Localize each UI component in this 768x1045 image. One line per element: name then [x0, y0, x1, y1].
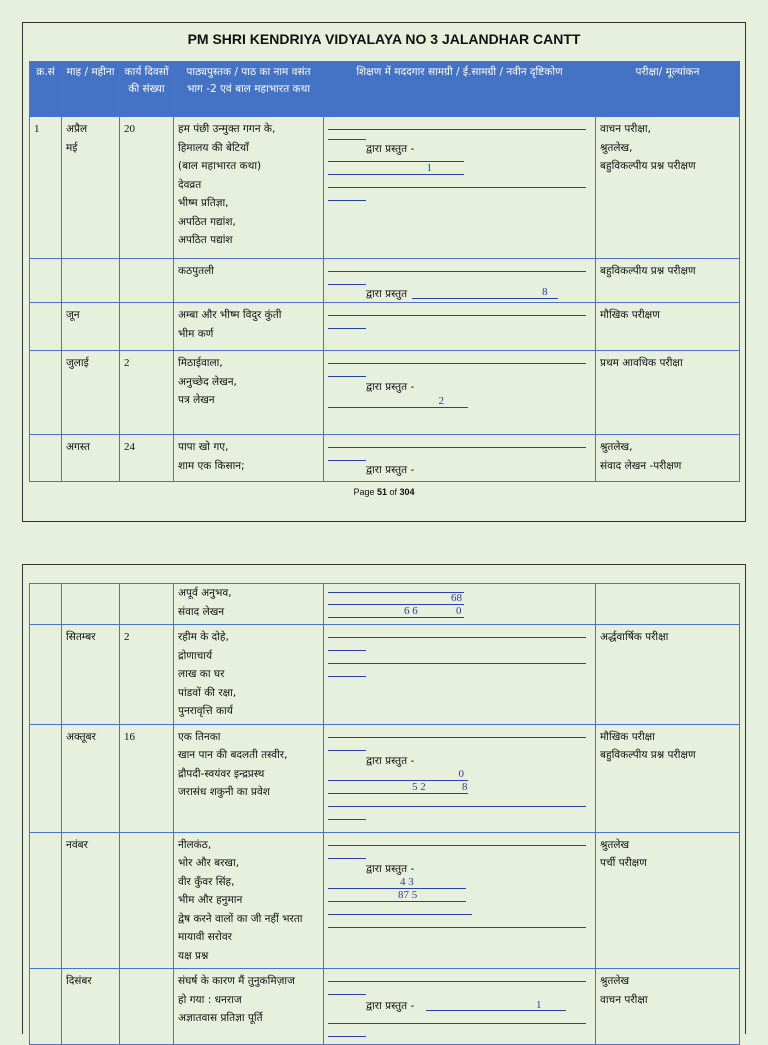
- table-row: [30, 724, 740, 832]
- sno-cell: 1: [30, 117, 62, 259]
- days-cell: 2: [120, 625, 174, 725]
- month-cell: जुलाई: [62, 351, 120, 435]
- month-cell: जून: [62, 303, 120, 351]
- aids-cell: 68 6 6 0: [324, 584, 596, 625]
- syllabus-table: [29, 61, 740, 482]
- table-row: [30, 259, 740, 303]
- document-page-2: [22, 564, 746, 1034]
- days-cell: 16: [120, 724, 174, 832]
- syllabus-table-continued: [29, 583, 740, 1045]
- lesson-cell: हम पंछी उन्मुक्त गगन के, हिमालय की बेटियाँ (बाल महाभारत कथा) देवव्रत भीष्म प्रतिज्ञा, अपठित गद्यांश, अपठित पद्यांश: [174, 117, 324, 259]
- aids-cell: द्वारा प्रस्तुत - 1: [324, 117, 596, 259]
- lesson-cell: पापा खो गए, शाम एक किसान;: [174, 435, 324, 482]
- lesson-cell: रहीम के दोहे, द्रोणाचार्य लाख का घर पांडवों की रक्षा, पुनरावृत्ति कार्य: [174, 625, 324, 725]
- header-book: पाठ्यपुस्तक / पाठ का नाम वसंत भाग -2 एवं बाल महाभारत कथा: [174, 62, 324, 117]
- table-row: [30, 351, 740, 435]
- exam-cell: मौखिक परीक्षण: [596, 303, 740, 351]
- month-cell: अगस्त: [62, 435, 120, 482]
- table-row: [30, 117, 740, 259]
- exam-cell: मौखिक परीक्षा बहुविकल्पीय प्रश्न परीक्षण: [596, 724, 740, 832]
- lesson-cell: संघर्ष के कारण मैं तुनुकमिज़ाज हो गया : धनराज अज्ञातवास प्रतिज्ञा पूर्ति: [174, 969, 324, 1045]
- exam-cell: वाचन परीक्षा, श्रुतलेख, बहुविकल्पीय प्रश्न परीक्षण: [596, 117, 740, 259]
- table-row: [30, 625, 740, 725]
- table-row: [30, 584, 740, 625]
- exam-cell: श्रुतलेख वाचन परीक्षा: [596, 969, 740, 1045]
- header-days: कार्य दिवसों की संख्या: [120, 62, 174, 117]
- exam-cell: प्रथम आवधिक परीक्षा: [596, 351, 740, 435]
- aids-cell: द्वारा प्रस्तुत - 0 5 2 8: [324, 724, 596, 832]
- lesson-cell: अपूर्व अनुभव, संवाद लेखन: [174, 584, 324, 625]
- header-sno: क्र.सं: [30, 62, 62, 117]
- month-cell: नवंबर: [62, 832, 120, 969]
- exam-cell: श्रुतलेख पर्ची परीक्षण: [596, 832, 740, 969]
- exam-cell: श्रुतलेख, संवाद लेखन -परीक्षण: [596, 435, 740, 482]
- aids-cell: द्वारा प्रस्तुत 8: [324, 259, 596, 303]
- days-cell: 2: [120, 351, 174, 435]
- exam-cell: अर्द्धवार्षिक परीक्षा: [596, 625, 740, 725]
- month-cell: अक्तूबर: [62, 724, 120, 832]
- aids-cell: द्वारा प्रस्तुत - 4 3 87 5: [324, 832, 596, 969]
- aids-cell: द्वारा प्रस्तुत - 1: [324, 969, 596, 1045]
- aids-cell: [324, 303, 596, 351]
- lesson-cell: एक तिनका खान पान की बदलती तस्वीर, द्रौपदी-स्वयंवर इन्द्रप्रस्थ जरासंध शकुनी का प्रवेश: [174, 724, 324, 832]
- aids-cell: द्वारा प्रस्तुत - 2: [324, 351, 596, 435]
- lesson-cell: मिठाईवाला, अनुच्छेद लेखन, पत्र लेखन: [174, 351, 324, 435]
- table-row: [30, 435, 740, 482]
- table-row: [30, 303, 740, 351]
- table-row: [30, 832, 740, 969]
- aids-cell: [324, 625, 596, 725]
- month-cell: सितम्बर: [62, 625, 120, 725]
- exam-cell: बहुविकल्पीय प्रश्न परीक्षण: [596, 259, 740, 303]
- document-page-1: [22, 22, 746, 522]
- table-row: [30, 969, 740, 1045]
- header-exam: परीक्षा/ मूल्यांकन: [596, 62, 740, 117]
- month-cell: दिसंबर: [62, 969, 120, 1045]
- days-cell: 24: [120, 435, 174, 482]
- lesson-cell: अम्बा और भीष्म विदुर कुंती भीम कर्ण: [174, 303, 324, 351]
- document-title: PM SHRI KENDRIYA VIDYALAYA NO 3 JALANDHAR CANTT: [187, 31, 581, 47]
- days-cell: 20: [120, 117, 174, 259]
- page-footer: Page 51 of 304: [353, 487, 415, 497]
- header-month: माह / महीना: [62, 62, 120, 117]
- lesson-cell: कठपुतली: [174, 259, 324, 303]
- table-header-row: [30, 62, 740, 117]
- aids-cell: द्वारा प्रस्तुत -: [324, 435, 596, 482]
- lesson-cell: नीलकंठ, भोर और बरखा, वीर कुँवर सिंह, भीम और हनुमान द्वेष करने वालों का जी नहीं भरता मायावी सरोवर यक्ष प्रश्न: [174, 832, 324, 969]
- header-aids: शिक्षण में मददगार सामग्री / ई.सामग्री / नवीन दृष्टिकोण: [324, 62, 596, 117]
- month-cell: अप्रैल मई: [62, 117, 120, 259]
